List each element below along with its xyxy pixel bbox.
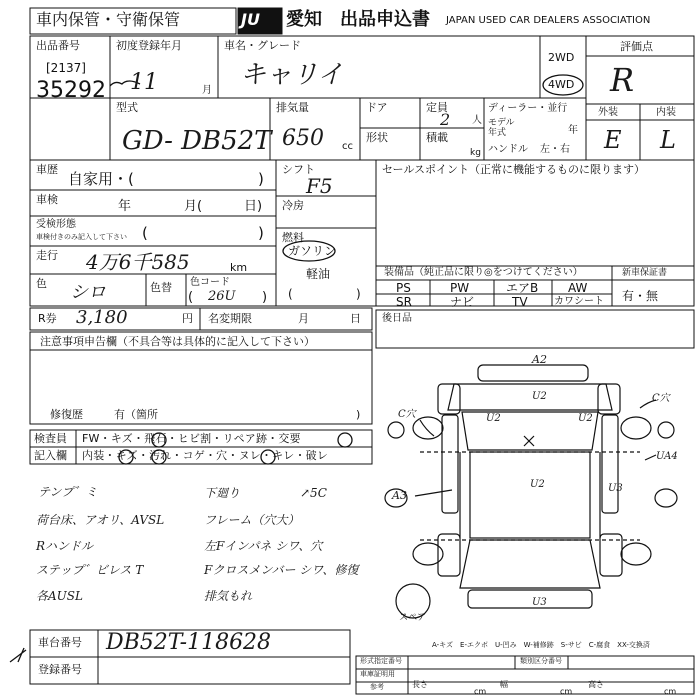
color-code-open: ( bbox=[188, 290, 194, 305]
equipment-ps: PS bbox=[396, 281, 411, 295]
fuel-gasoline: ガソリン bbox=[288, 244, 337, 258]
main-title: 出品申込書 bbox=[340, 9, 430, 30]
shift-value: F5 bbox=[306, 174, 333, 198]
color-change-label: 色替 bbox=[150, 281, 172, 294]
repair-close: ) bbox=[356, 408, 361, 421]
registration-unit: 月 bbox=[202, 85, 212, 96]
inspector-label-2: 記入欄 bbox=[34, 449, 67, 462]
aircon-label: 冷房 bbox=[282, 199, 304, 212]
name-change-day: 日 bbox=[350, 312, 361, 325]
car-name-label: 車名・グレード bbox=[224, 39, 301, 52]
note-right-5: 排気もれ bbox=[204, 589, 253, 603]
diagram-mark-u2-bed: U2 bbox=[530, 479, 545, 490]
history-value: 自家用・( bbox=[68, 170, 134, 188]
accepted-label: 受検形態 bbox=[36, 219, 76, 230]
car-diagram bbox=[385, 365, 677, 618]
year-label: 年式 bbox=[488, 128, 507, 138]
load-label: 積載 bbox=[426, 131, 448, 144]
garage-cert-label: 車庫証明用 bbox=[360, 670, 395, 678]
diagram-mark-c-left: C穴 bbox=[398, 409, 416, 420]
fuel-diesel: 軽油 bbox=[306, 267, 331, 281]
registration-value: 11 bbox=[130, 70, 158, 95]
grade-value: R bbox=[610, 61, 635, 99]
equipment-airbag: エアB bbox=[506, 281, 539, 295]
handle-label: ハンドル bbox=[488, 144, 528, 155]
diagram-mark-ua4: UA4 bbox=[656, 451, 678, 462]
diagram-mark-u3-side: U3 bbox=[608, 483, 623, 494]
fuel-open: ( bbox=[288, 287, 293, 301]
year-unit: 年 bbox=[568, 125, 578, 136]
post-date-label: 後日品 bbox=[382, 313, 412, 324]
length-label: 長さ bbox=[412, 680, 428, 689]
drive-4wd: 4WD bbox=[548, 78, 575, 91]
history-label: 車歴 bbox=[36, 163, 58, 176]
shift-label: シフト bbox=[282, 163, 315, 176]
note-right-2: フレーム（穴大） bbox=[204, 513, 300, 527]
equipment-pw: PW bbox=[450, 281, 470, 295]
lot-number: 35292 bbox=[36, 78, 106, 103]
inspection-year: 年 bbox=[118, 199, 132, 214]
model-label: 型式 bbox=[116, 101, 138, 114]
accepted-open: ( bbox=[142, 224, 148, 242]
equipment-label: 装備品（純正品に限り◎をつけてください） bbox=[384, 267, 583, 278]
history-close: ) bbox=[258, 170, 264, 188]
note-left-4: ステップ゛ビレス T bbox=[36, 563, 144, 577]
diagram-mark-u2-left: U2 bbox=[486, 413, 501, 424]
equipment-aw: AW bbox=[568, 281, 588, 295]
title-left: 車内保管・守衛保管 bbox=[36, 10, 181, 29]
note-right-1: 下廻り ↗5C bbox=[204, 486, 327, 500]
name-change-month: 月 bbox=[298, 312, 309, 325]
brand-name: 愛知 bbox=[286, 9, 322, 30]
car-name-value: キャリイ bbox=[240, 60, 344, 90]
note-left-1: テンプ゛ミ bbox=[38, 485, 98, 499]
ju-logo: JU bbox=[241, 10, 260, 29]
mileage-label: 走行 bbox=[36, 249, 58, 262]
capacity-unit: 人 bbox=[472, 115, 482, 126]
inspection-label: 車検 bbox=[36, 193, 58, 206]
repair-value: 有（箇所 bbox=[114, 408, 158, 421]
warranty-label: 新車保証書 bbox=[622, 268, 668, 278]
color-value: シロ bbox=[70, 282, 106, 303]
height-unit: cm bbox=[664, 687, 677, 696]
repair-label: 修復歴 bbox=[50, 408, 83, 421]
shape-label: 形状 bbox=[366, 131, 388, 144]
association-name: JAPAN USED CAR DEALERS ASSOCIATION bbox=[446, 15, 651, 26]
model-year-label: モデル bbox=[488, 118, 515, 128]
note-right-3: 左Fインパネ シワ、穴 bbox=[204, 539, 323, 553]
color-code-label: 色コード bbox=[190, 277, 230, 288]
note-left-3: Rハンドル bbox=[36, 539, 94, 553]
damage-legend: A-キズ E-エクボ U-凹み W-補修跡 S-サビ C-腐食 XX-交換済 bbox=[432, 641, 650, 649]
equipment-tv: TV bbox=[512, 295, 528, 309]
equipment-leather-seat: カワシート bbox=[554, 296, 604, 307]
reference-label: 参考 bbox=[370, 683, 384, 691]
warranty-value: 有・無 bbox=[622, 289, 659, 303]
capacity-label: 定員 bbox=[426, 101, 448, 114]
recycle-value: 3,180 bbox=[76, 307, 128, 328]
inspector-label-1: 検査員 bbox=[34, 432, 67, 445]
width-unit: cm bbox=[560, 687, 573, 696]
interior-grade: L bbox=[660, 126, 676, 154]
note-left-5: 各AUSL bbox=[36, 589, 83, 603]
exterior-grade: E bbox=[604, 126, 622, 154]
interior-label: 内装 bbox=[656, 107, 676, 118]
accepted-close: ) bbox=[258, 224, 264, 242]
fuel-close: ) bbox=[356, 287, 361, 301]
note-left-2: 荷台床、アオリ、AVSL bbox=[36, 513, 165, 527]
name-change-label: 名変期限 bbox=[208, 312, 252, 325]
inspector-row-1: FW・キズ・飛石・ヒビ割・リペア跡・交要 bbox=[82, 432, 301, 445]
capacity-value: 2 bbox=[440, 110, 451, 129]
height-label: 高さ bbox=[588, 680, 604, 689]
handle-value: 左・右 bbox=[540, 144, 570, 155]
diagram-mark-u2-right: U2 bbox=[578, 413, 593, 424]
color-label: 色 bbox=[36, 277, 47, 290]
equipment-sr: SR bbox=[396, 295, 412, 309]
registration-label: 初度登録年月 bbox=[116, 39, 182, 52]
load-unit: kg bbox=[470, 148, 481, 158]
diagram-mark-u3-rear: U3 bbox=[532, 597, 547, 608]
inspector-row-2: 内装・キズ・汚れ・コゲ・穴・ヌレ・キレ・破レ bbox=[82, 449, 329, 462]
class-number-label: 類別区分番号 bbox=[520, 657, 562, 665]
chassis-label: 車台番号 bbox=[38, 636, 82, 649]
model-value: GD- DB52T bbox=[122, 126, 272, 156]
displacement-unit: cc bbox=[342, 141, 353, 152]
sales-point-label: セールスポイント（正常に機能するものに限ります） bbox=[382, 163, 646, 176]
dealer-label: ディーラー・並行 bbox=[488, 103, 568, 114]
fuel-label: 燃料 bbox=[282, 231, 304, 244]
type-designation-label: 形式指定番号 bbox=[360, 657, 402, 665]
diagram-mark-u2-top: U2 bbox=[532, 391, 547, 402]
displacement-label: 排気量 bbox=[276, 101, 309, 114]
notes-label: 注意事項申告欄（不具合等は具体的に記入して下さい） bbox=[40, 335, 315, 348]
equipment-navi: ナビ bbox=[450, 295, 475, 309]
diagram-mark-c-right: C穴 bbox=[652, 393, 670, 404]
recycle-label: R券 bbox=[38, 312, 57, 325]
lot-label: 出品番号 bbox=[36, 39, 80, 52]
inspection-day: 日) bbox=[244, 199, 263, 214]
inspection-month: 月( bbox=[184, 199, 203, 214]
diagram-mark-a3: A3 bbox=[392, 489, 407, 502]
chassis-number: DB52T-118628 bbox=[106, 630, 272, 655]
displacement-value: 650 bbox=[282, 126, 324, 151]
grade-label: 評価点 bbox=[620, 40, 653, 53]
mileage-value: 4万6千585 bbox=[86, 250, 190, 274]
door-label: ドア bbox=[366, 101, 388, 114]
drive-2wd: 2WD bbox=[548, 51, 575, 64]
spare-label: スペア bbox=[399, 613, 427, 623]
mileage-unit: km bbox=[230, 261, 248, 274]
color-code-value: 26U bbox=[208, 289, 236, 304]
note-right-4: Fクロスメンバー シワ、修復 bbox=[204, 563, 359, 577]
plate-label: 登録番号 bbox=[38, 663, 82, 676]
diagram-mark-a2: A2 bbox=[532, 353, 547, 366]
length-unit: cm bbox=[474, 687, 487, 696]
width-label: 幅 bbox=[500, 680, 508, 689]
color-code-close: ) bbox=[262, 290, 268, 305]
exterior-label: 外装 bbox=[598, 107, 618, 118]
lot-sub: [2137] bbox=[46, 61, 86, 75]
accepted-note: 車検付きのみ記入して下さい bbox=[36, 233, 127, 241]
recycle-unit: 円 bbox=[182, 312, 193, 325]
